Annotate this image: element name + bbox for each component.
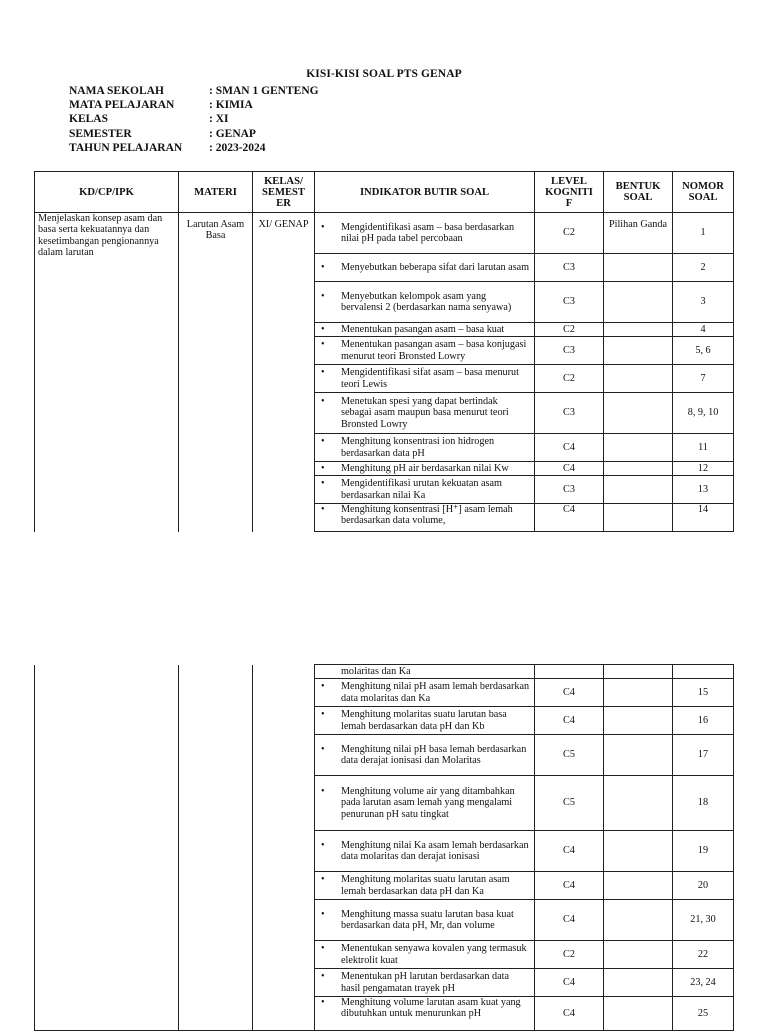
header-kelas: KELAS/ SEMEST ER: [253, 172, 315, 213]
indikator-cell: • Menghitung konsentrasi ion hidrogen berdasarkan data pH: [315, 434, 535, 462]
bentuk-cell: [604, 941, 673, 969]
indikator-continuation-cell: molaritas dan Ka: [315, 665, 535, 679]
bentuk-cell: [604, 969, 673, 997]
bullet-icon: •: [321, 709, 325, 721]
info-label: NAMA SEKOLAH: [69, 85, 164, 97]
nomor-cell: 25: [673, 997, 734, 1031]
level-cell: C5: [535, 776, 604, 831]
bullet-icon: •: [321, 261, 325, 273]
kd-cell-continued: [35, 665, 179, 1031]
bentuk-cell: [604, 337, 673, 365]
level-cell: C4: [535, 679, 604, 707]
bentuk-cell: [604, 282, 673, 323]
bentuk-cell: [604, 900, 673, 941]
info-row: [69, 127, 319, 141]
header-bentuk: BENTUK SOAL: [604, 172, 673, 213]
bullet-icon: •: [321, 221, 325, 233]
indikator-cell: • Menghitung konsentrasi [H⁺] asam lemah berdasarkan data volume,: [315, 504, 535, 532]
info-value: : 2023-2024: [209, 141, 266, 154]
materi-cell-continued: [179, 665, 253, 1031]
nomor-cell: 7: [673, 365, 734, 393]
bullet-icon: •: [321, 395, 325, 407]
bullet-icon: •: [321, 839, 325, 851]
header-materi: MATERI: [179, 172, 253, 213]
nomor-cell: 5, 6: [673, 337, 734, 365]
grid-table-page-1: [34, 171, 734, 532]
bentuk-cell: [604, 393, 673, 434]
nomor-cell: 18: [673, 776, 734, 831]
nomor-cell: 12: [673, 462, 734, 476]
nomor-cell: 22: [673, 941, 734, 969]
bentuk-cell: [604, 254, 673, 282]
info-value: : GENAP: [209, 127, 256, 140]
bentuk-cell: [604, 679, 673, 707]
nomor-cell: [673, 665, 734, 679]
kelas-cell-continued: [253, 665, 315, 1031]
indikator-cell: • Menghitung nilai Ka asam lemah berdasarkan data molaritas dan derajat ionisasi: [315, 831, 535, 872]
bullet-icon: •: [321, 478, 325, 490]
bullet-icon: •: [321, 943, 325, 955]
bullet-icon: •: [321, 504, 325, 515]
table-row: [35, 665, 734, 679]
nomor-cell: 8, 9, 10: [673, 393, 734, 434]
bentuk-cell: [604, 365, 673, 393]
bullet-icon: •: [321, 743, 325, 755]
bullet-icon: •: [321, 290, 325, 302]
indikator-cell: • Menghitung molaritas suatu larutan asam lemah berdasarkan data pH dan Ka: [315, 872, 535, 900]
table-row: [35, 213, 734, 254]
indikator-cell: • Menetukan spesi yang dapat bertindak sebagai asam maupun basa menurut teori Bronsted Lowry: [315, 393, 535, 434]
indikator-cell: • Menentukan senyawa kovalen yang termasuk elektrolit kuat: [315, 941, 535, 969]
bentuk-cell: [604, 323, 673, 337]
indikator-cell: • Menghitung nilai pH basa lemah berdasarkan data derajat ionisasi dan Molaritas: [315, 735, 535, 776]
indikator-cell: • Menyebutkan beberapa sifat dari larutan asam: [315, 254, 535, 282]
indikator-cell: • Menghitung molaritas suatu larutan basa lemah berdasarkan data pH dan Kb: [315, 707, 535, 735]
indikator-cell: • Mengidentifikasi urutan kekuatan asam berdasarkan nilai Ka: [315, 476, 535, 504]
nomor-cell: 13: [673, 476, 734, 504]
info-label: KELAS: [69, 113, 108, 126]
info-label: MATA PELAJARAN: [69, 99, 175, 112]
level-cell: C4: [535, 997, 604, 1031]
bullet-icon: •: [321, 681, 325, 693]
materi-cell: Larutan Asam Basa: [179, 213, 253, 532]
bentuk-cell: Pilihan Ganda: [604, 213, 673, 254]
level-cell: C3: [535, 282, 604, 323]
indikator-cell: • Menghitung nilai pH asam lemah berdasarkan data molaritas dan Ka: [315, 679, 535, 707]
header-kd: KD/CP/IPK: [35, 172, 179, 213]
level-cell: C2: [535, 365, 604, 393]
bentuk-cell: [604, 707, 673, 735]
bentuk-cell: [604, 735, 673, 776]
bentuk-cell: [604, 462, 673, 476]
nomor-cell: 1: [673, 213, 734, 254]
bullet-icon: •: [321, 874, 325, 886]
level-cell: C2: [535, 941, 604, 969]
bentuk-cell: [604, 776, 673, 831]
bullet-icon: •: [321, 908, 325, 920]
bentuk-cell: [604, 476, 673, 504]
info-row: [69, 84, 319, 98]
indikator-cell: • Menghitung volume air yang ditambahkan pada larutan asam lemah yang mengalami penurunan pH satu tingkat: [315, 776, 535, 831]
indikator-cell: • Menentukan pasangan asam – basa konjugasi menurut teori Bronsted Lowry: [315, 337, 535, 365]
info-row: [69, 112, 319, 126]
kd-cell: Menjelaskan konsep asam dan basa serta kekuatannya dan kesetimbangan pengionannya dalam larutan: [35, 213, 179, 532]
level-cell: C4: [535, 900, 604, 941]
school-info: [69, 84, 319, 155]
bullet-icon: •: [321, 785, 325, 797]
nomor-cell: 4: [673, 323, 734, 337]
header-row: [35, 172, 734, 213]
header-indikator: INDIKATOR BUTIR SOAL: [315, 172, 535, 213]
nomor-cell: 21, 30: [673, 900, 734, 941]
level-cell: [535, 665, 604, 679]
nomor-cell: 15: [673, 679, 734, 707]
nomor-cell: 17: [673, 735, 734, 776]
indikator-cell: • Menghitung volume larutan asam kuat yang dibutuhkan untuk menurunkan pH: [315, 997, 535, 1031]
level-cell: C3: [535, 393, 604, 434]
document-title: KISI-KISI SOAL PTS GENAP: [306, 68, 462, 80]
level-cell: C5: [535, 735, 604, 776]
bullet-icon: •: [321, 323, 325, 335]
level-cell: C3: [535, 337, 604, 365]
bentuk-cell: [604, 831, 673, 872]
level-cell: C4: [535, 831, 604, 872]
header-nomor: NOMOR SOAL: [673, 172, 734, 213]
info-row: [69, 141, 319, 155]
nomor-cell: 20: [673, 872, 734, 900]
bullet-icon: •: [321, 997, 325, 1008]
info-value: : SMAN 1 GENTENG: [209, 85, 319, 97]
nomor-cell: 11: [673, 434, 734, 462]
bullet-icon: •: [321, 971, 325, 983]
grid-table-page-2: [34, 664, 734, 1031]
indikator-cell: • Mengidentifikasi sifat asam – basa menurut teori Lewis: [315, 365, 535, 393]
info-value: : KIMIA: [209, 99, 253, 112]
bentuk-cell: [604, 665, 673, 679]
info-value: : XI: [209, 113, 229, 126]
nomor-cell: 23, 24: [673, 969, 734, 997]
level-cell: C4: [535, 434, 604, 462]
indikator-cell: • Menghitung massa suatu larutan basa kuat berdasarkan data pH, Mr, dan volume: [315, 900, 535, 941]
level-cell: C4: [535, 707, 604, 735]
indikator-cell: • Menghitung pH air berdasarkan nilai Kw: [315, 462, 535, 476]
bentuk-cell: [604, 872, 673, 900]
nomor-cell: 2: [673, 254, 734, 282]
indikator-cell: • Mengidentifikasi asam – basa berdasarkan nilai pH pada tabel percobaan: [315, 213, 535, 254]
level-cell: C4: [535, 872, 604, 900]
level-cell: C2: [535, 323, 604, 337]
bentuk-cell: [604, 504, 673, 532]
bentuk-cell: [604, 434, 673, 462]
nomor-cell: 14: [673, 504, 734, 532]
nomor-cell: 16: [673, 707, 734, 735]
indikator-cell: • Menyebutkan kelompok asam yang bervalensi 2 (berdasarkan nama senyawa): [315, 282, 535, 323]
level-cell: C3: [535, 476, 604, 504]
bullet-icon: •: [321, 367, 325, 379]
bentuk-cell: [604, 997, 673, 1031]
header-level: LEVEL KOGNITI F: [535, 172, 604, 213]
info-label: TAHUN PELAJARAN: [69, 141, 183, 154]
info-label: SEMESTER: [69, 127, 132, 140]
nomor-cell: 3: [673, 282, 734, 323]
level-cell: C2: [535, 213, 604, 254]
nomor-cell: 19: [673, 831, 734, 872]
info-row: [69, 98, 319, 112]
indikator-cell: • Menentukan pasangan asam – basa kuat: [315, 323, 535, 337]
level-cell: C4: [535, 504, 604, 532]
bullet-icon: •: [321, 339, 325, 351]
indikator-cell: • Menentukan pH larutan berdasarkan data hasil pengamatan trayek pH: [315, 969, 535, 997]
kelas-cell: XI/ GENAP: [253, 213, 315, 532]
bullet-icon: •: [321, 436, 325, 448]
level-cell: C3: [535, 254, 604, 282]
bullet-icon: •: [321, 462, 325, 474]
level-cell: C4: [535, 462, 604, 476]
level-cell: C4: [535, 969, 604, 997]
